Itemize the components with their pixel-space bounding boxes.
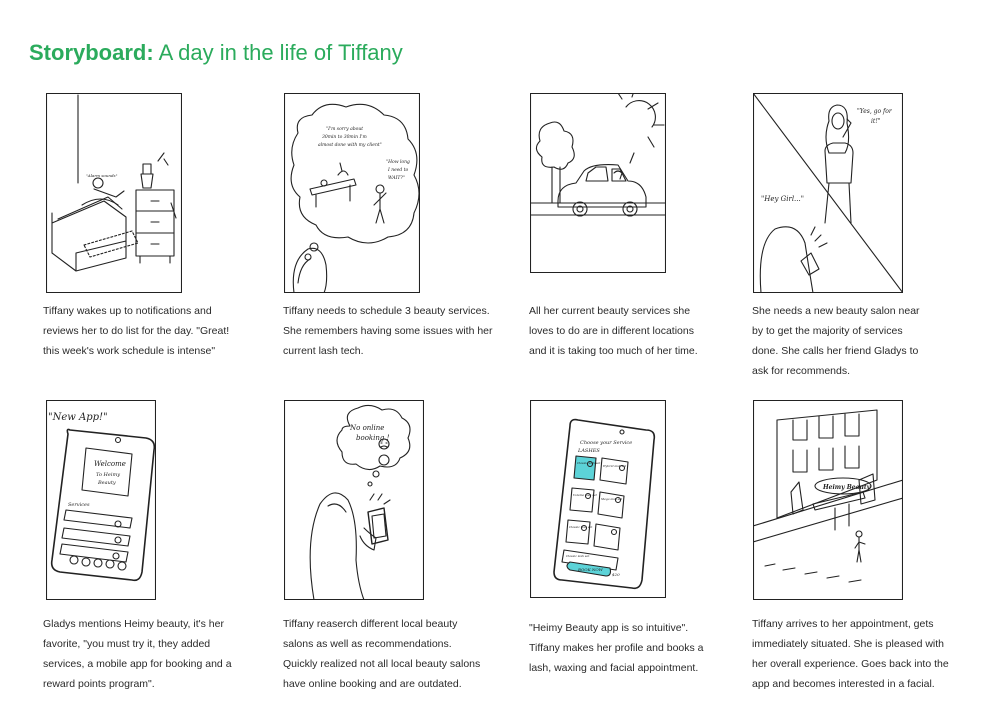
caption-line: Tiffany wakes up to notifications and (43, 305, 212, 317)
caption-line: have online booking and are outdated. (283, 678, 462, 690)
sketch-text: 30min to 30min I'm (322, 135, 367, 140)
caption-line: services, a mobile app for booking and a (43, 658, 232, 670)
sketch-text: "Hey Girl..." (761, 195, 804, 203)
sketch-text: Beauty (98, 480, 116, 486)
sketch-text: Welcome (94, 460, 126, 468)
caption-line: Tiffany needs to schedule 3 beauty services. (283, 305, 490, 317)
caption-line: Quickly realized not all local beauty salons (283, 658, 481, 670)
caption-line: favorite, "you must try it, they added (43, 638, 211, 650)
caption-line: done. She calls her friend Gladys to (752, 345, 919, 357)
sketch-text: Choose your Service (580, 440, 633, 446)
caption-2 (283, 301, 513, 361)
caption-line: She remembers having some issues with her (283, 325, 493, 337)
sketch-text: "I'm sorry about (326, 127, 364, 132)
caption-line: app and becomes interested in a facial. (752, 678, 935, 690)
caption-line: lash, waxing and facial appointment. (529, 662, 699, 674)
storyboard-frame-7 (530, 400, 666, 598)
sketch-text: Classic lash set (569, 525, 593, 529)
sketch-text: Hybrid lash set (603, 464, 627, 468)
storyboard-frame-8 (753, 400, 903, 600)
sketch-text: Classic lash set (577, 461, 601, 465)
sketch-text: No online (350, 424, 385, 432)
title-bold: Storyboard: (29, 40, 154, 65)
title-rest: A day in the life of Tiffany (153, 40, 403, 65)
storyboard-frame-5 (46, 400, 156, 600)
caption-line: "Heimy Beauty app is so intuitive". (529, 622, 689, 634)
caption-line: ask for recommends. (752, 365, 851, 377)
caption-7 (529, 618, 749, 678)
sketch-text: Volume lash set (573, 493, 597, 497)
caption-line: loves to do are in different locations (529, 325, 694, 337)
caption-1 (43, 301, 258, 361)
sketch-text: LASHES (578, 448, 600, 454)
sketch-text: I need to (388, 168, 409, 173)
caption-line: Gladys mentions Heimy beauty, it's her (43, 618, 224, 630)
caption-line: Tiffany reaserch different local beauty (283, 618, 458, 630)
sketch-text: "How long (386, 160, 410, 165)
sketch-text: "Yes, go for (857, 108, 892, 115)
caption-line: reward points program". (43, 678, 155, 690)
caption-line: this week's work schedule is intense" (43, 345, 216, 357)
book-now-label: BOOK NOW (578, 567, 603, 572)
caption-line: All her current beauty services she (529, 305, 691, 317)
sketch-text: $20 (612, 572, 620, 577)
caption-line: current lash tech. (283, 345, 364, 357)
caption-line: She needs a new beauty salon near (752, 305, 920, 317)
storyboard-frame-2 (284, 93, 420, 293)
caption-line: immediately situated. She is pleased with (752, 638, 945, 650)
caption-line: reviews her to do list for the day. "Great! (43, 325, 230, 337)
storyboard-frame-4 (753, 93, 903, 293)
caption-4 (752, 301, 967, 381)
storyboard-frame-1 (46, 93, 182, 293)
sketch-text: booking ! (356, 434, 390, 442)
sketch-text: almost done with my client" (318, 143, 382, 148)
caption-8 (752, 614, 982, 694)
caption-3 (529, 301, 744, 361)
sketch-text: it!" (871, 118, 881, 125)
caption-line: salons as well as recommendations. (283, 638, 452, 650)
caption-5 (43, 614, 263, 694)
storyboard-frame-3 (530, 93, 666, 273)
storyboard-frame-6 (284, 400, 424, 600)
caption-line: and it is taking too much of her time. (529, 345, 698, 357)
sketch-text: Services (68, 502, 90, 508)
caption-line: Tiffany arrives to her appointment, gets (752, 618, 934, 630)
sketch-text: WAIT?" (388, 176, 405, 181)
caption-6 (283, 614, 508, 694)
caption-line: by to get the majority of services (752, 325, 903, 337)
page-title (29, 39, 403, 67)
sketch-text: "Alarm sounds" (86, 173, 118, 178)
sketch-text: Classic lash set (566, 554, 590, 558)
caption-line: Tiffany makes her profile and books a (529, 642, 704, 654)
sketch-text: "New App!" (48, 412, 108, 423)
sketch-text: To Heimy (96, 472, 121, 478)
salon-sign: Heimy Beauty (823, 484, 871, 491)
sketch-text: Mega lash set (601, 497, 623, 501)
caption-line: her overall experience. Goes back into the (752, 658, 949, 670)
